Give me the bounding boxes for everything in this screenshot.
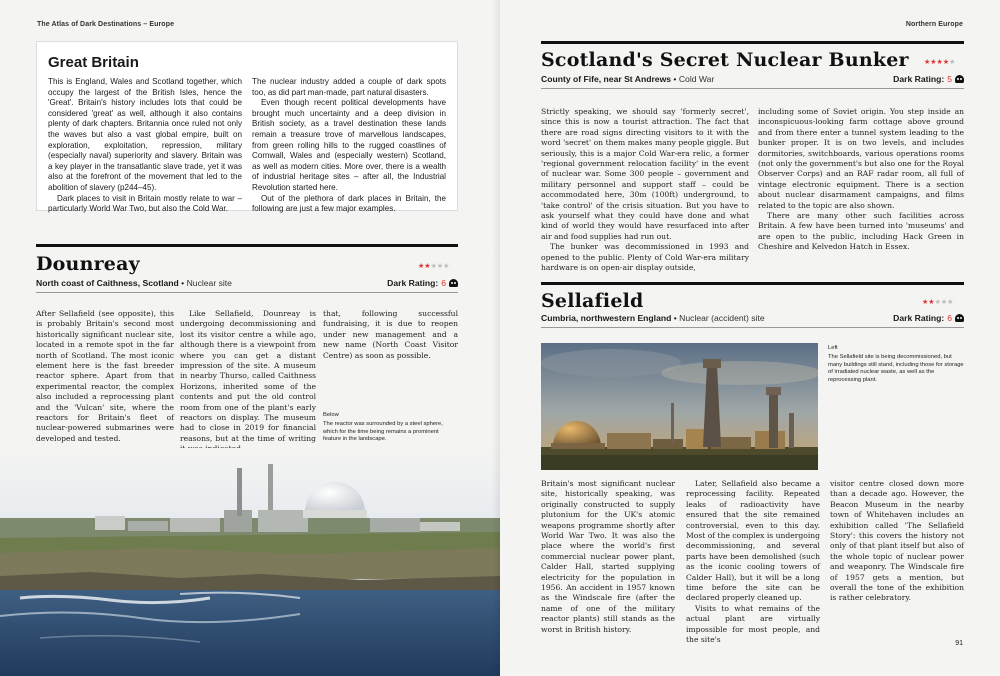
- sellafield-caption: [828, 345, 964, 384]
- dounreay-caption: [323, 412, 458, 444]
- dounreay-col-3: [323, 309, 458, 361]
- bunker-col-2: [758, 107, 964, 253]
- site-type: Nuclear site: [186, 278, 232, 288]
- site-type: Cold War: [678, 74, 715, 84]
- skull-icon: [955, 314, 964, 322]
- paragraph: visitor centre closed down more than a decade ago. However, the Beacon Museum in the nearby town of Whitehaven includes an exhibition called 'The Sellafield Story': this covers the history not only of that plant itself but also of the whole topic of nuclear power and weaponry. The Windscale fire of 1957 gets a mention, but overall the tone of the exhibition is rather celebratory.: [830, 479, 964, 603]
- great-britain-title: Great Britain: [48, 54, 139, 71]
- skull-icon: [449, 279, 458, 287]
- star-rating: ★★★★★: [922, 299, 954, 306]
- rating-value: 6: [947, 313, 952, 323]
- dounreay-col-2: [180, 309, 316, 455]
- bunker-subheader: County of Fife, near St Andrews • Cold War Dark Rating: 5: [541, 74, 964, 84]
- site-type: Nuclear (accident) site: [679, 313, 765, 323]
- sub-rule: [541, 88, 964, 89]
- location: North coast of Caithness, Scotland: [36, 278, 179, 288]
- paragraph: including some of Soviet origin. You step inside an inconspicuous-looking farm cottage above ground and from there enter a tunnel system leading to the bunker proper. It is on two levels, and includes dormitories, switchboards, various operations rooms (not only the government's but also one for the Royal Observer Corps) and an RAF radar room, all full of vintage electronic equipment. There is a section about nuclear disarmament campaigns, and films related to the topic are also shown.: [758, 107, 964, 210]
- location: Cumbria, northwestern England: [541, 313, 672, 323]
- paragraph: that, following successful fundraising, it is due to reopen under new management and a new name (North Coast Visitor Centre) as soon as possible.: [323, 309, 458, 360]
- right-page: [500, 0, 1000, 676]
- dark-rating: [893, 74, 964, 84]
- paragraph: Even though recent political developments have brought much uncertainty and a deep division in British society, as a travel destination these lands remain a treasure trove of marvellous landscapes, from green rolling hills to the rugged coastlines of Cornwall, Wales and (especially western) Scotland, as well as modern cities. More over, there is a wealth of industrial heritage sites – after all, the Industrial Revolution started here.: [252, 98, 446, 192]
- rating-label: Dark Rating:: [387, 278, 439, 288]
- caption-head: Left: [828, 345, 838, 351]
- paragraph: Visits to what remains of the actual plant are virtually impossible for most people, and the site's: [686, 603, 820, 645]
- sellafield-subheader: Cumbria, northwestern England • Nuclear (accident) site Dark Rating: 6: [541, 313, 964, 323]
- sellafield-title: Sellafield: [541, 290, 644, 312]
- skull-icon: [955, 75, 964, 83]
- caption-text: The reactor was surrounded by a steel sphere, which for the time being remains a prominent feature in the landscape.: [323, 421, 443, 443]
- section-rule: [541, 282, 964, 285]
- paragraph: The nuclear industry added a couple of dark spots too, as did part man-made, part natural disasters.: [252, 77, 446, 97]
- dounreay-subheader: North coast of Caithness, Scotland • Nuclear site Dark Rating: 6: [36, 278, 458, 288]
- caption-text: The Sellafield site is being decommissioned, but many buildings still stand, including those for storage of irradiated nuclear waste, as well as the reprocessing plant.: [828, 354, 964, 383]
- page-number: 91: [955, 640, 963, 647]
- great-britain-col-2: [252, 77, 446, 215]
- paragraph: Like Sellafield, Dounreay is undergoing decommissioning and lost its visitor centre a while ago, although there is a viewpoint from where you can get a distant impression of the site. A museum in nearby Thurso, called Caithness Horizons, inherited some of the contents and put the old control room from one of the plant's early reactors on display. The museum had to close in 2019 for financial reasons, but at the time of writing: [180, 309, 316, 443]
- paragraph: Dark places to visit in Britain mostly relate to war – particularly World War Two, but also the Cold War.: [48, 193, 242, 214]
- dounreay-title: Dounreay: [36, 253, 140, 275]
- running-head-left: The Atlas of Dark Destinations – Europe: [37, 21, 175, 28]
- section-rule: [541, 41, 964, 44]
- rating-label: Dark Rating:: [893, 74, 945, 84]
- location: County of Fife, near St Andrews: [541, 74, 672, 84]
- paragraph: Strictly speaking, we should say 'formerly secret', since this is now a tourist attraction. The fact that there are road signs directing visitors to it with the word 'secret' on them makes many people giggle. But seriously, this is a major Cold War-era relic, a former 'regional government relocation facility' in the event of nuclear war. Some 300 people – government and military personnel and support staff – could be accommodated here, 30m (100ft) underground, to 'take control' of the crisis situation. But you have to ask yourself what they could have done and what kind of world they would have resurfaced into after air and food supplies had run out.: [541, 107, 749, 241]
- bunker-col-1: [541, 107, 749, 274]
- star-rating: ★★★★★: [924, 59, 956, 66]
- sub-rule: [541, 327, 964, 328]
- dounreay-photo: [0, 448, 500, 676]
- paragraph: Britain's most significant nuclear site, historically speaking, was originally constructed to supply plutonium for the UK's atomic weapons programme shortly after World War Two. It was also the place where the world's first commercial nuclear power plant, Calder Hall, started supplying electricity for the population in 1956. An accident in 1957 known as the Windscale fire (after the name of one of the military reactor plants) still stands as the worst in British history.: [541, 479, 675, 634]
- paragraph: After Sellafield (see opposite), this is probably Britain's second most historically significant nuclear site, located in a remote spot in the far north of Scotland. The most iconic element here is the fast breeder reactor sphere. Apart from that experimental reactor, the complex also included a reprocessing plant and the 'Vulcan' site, where the reactors for Britain's fleet of nuclear-powered submarines were developed and tested.: [36, 309, 174, 443]
- sellafield-col-3: [830, 479, 964, 604]
- paragraph: There are many other such facilities across Britain. A few have been turned into 'museums' and are open to the public, including Hack Green in Cheshire and Kelvedon Hatch in Essex.: [758, 211, 964, 252]
- sub-rule: [36, 292, 458, 293]
- sellafield-col-1: [541, 479, 675, 635]
- dark-rating: [387, 278, 458, 288]
- bunker-title: Scotland's Secret Nuclear Bunker: [541, 49, 909, 71]
- sellafield-col-2: [686, 479, 820, 646]
- section-rule: [36, 244, 458, 247]
- running-head-right: Northern Europe: [905, 21, 963, 28]
- paragraph: This is England, Wales and Scotland together, which occupy the largest of the British Isles, hence the 'Great'. Britain's history includes lots that could be considered 'great' as well, although it also contains plenty of dark chapters. Britannia once ruled not only the waves but also a vast global empire, built on exploration, exploitation, repression, military (especially naval) superiority and slavery. Britain was a key player in the transatlantic slave trade, yet it was also at the forefront of the movement that led to the abolition of slavery (p244–45).: [48, 77, 242, 192]
- sellafield-photo: [541, 343, 818, 470]
- star-rating: ★★★★★: [418, 263, 450, 270]
- rating-value: 5: [947, 74, 952, 84]
- paragraph: Later, Sellafield also became a reprocessing facility. Repeated leaks of radioactivity have ensured that the site remained controversial, even to this day. Most of the complex is undergoing decommissioning, and several parts have been demolished (such as the iconic cooling towers of Calder Hall), but it will be a long time before the site can be declared properly cleaned up.: [686, 479, 820, 603]
- rating-label: Dark Rating:: [893, 313, 945, 323]
- great-britain-intro-box: [36, 41, 458, 214]
- paragraph: Out of the plethora of dark places in Britain, the following are just a few major examples.: [252, 193, 446, 214]
- rating-value: 6: [441, 278, 446, 288]
- dark-rating: [893, 313, 964, 323]
- dounreay-col-1: [36, 309, 174, 444]
- paragraph: The bunker was decommissioned in 1993 and opened to the public. Plenty of Cold War-era military hardware is on open-air display outside,: [541, 242, 749, 273]
- caption-head: Below: [323, 412, 339, 418]
- great-britain-col-1: [48, 77, 242, 215]
